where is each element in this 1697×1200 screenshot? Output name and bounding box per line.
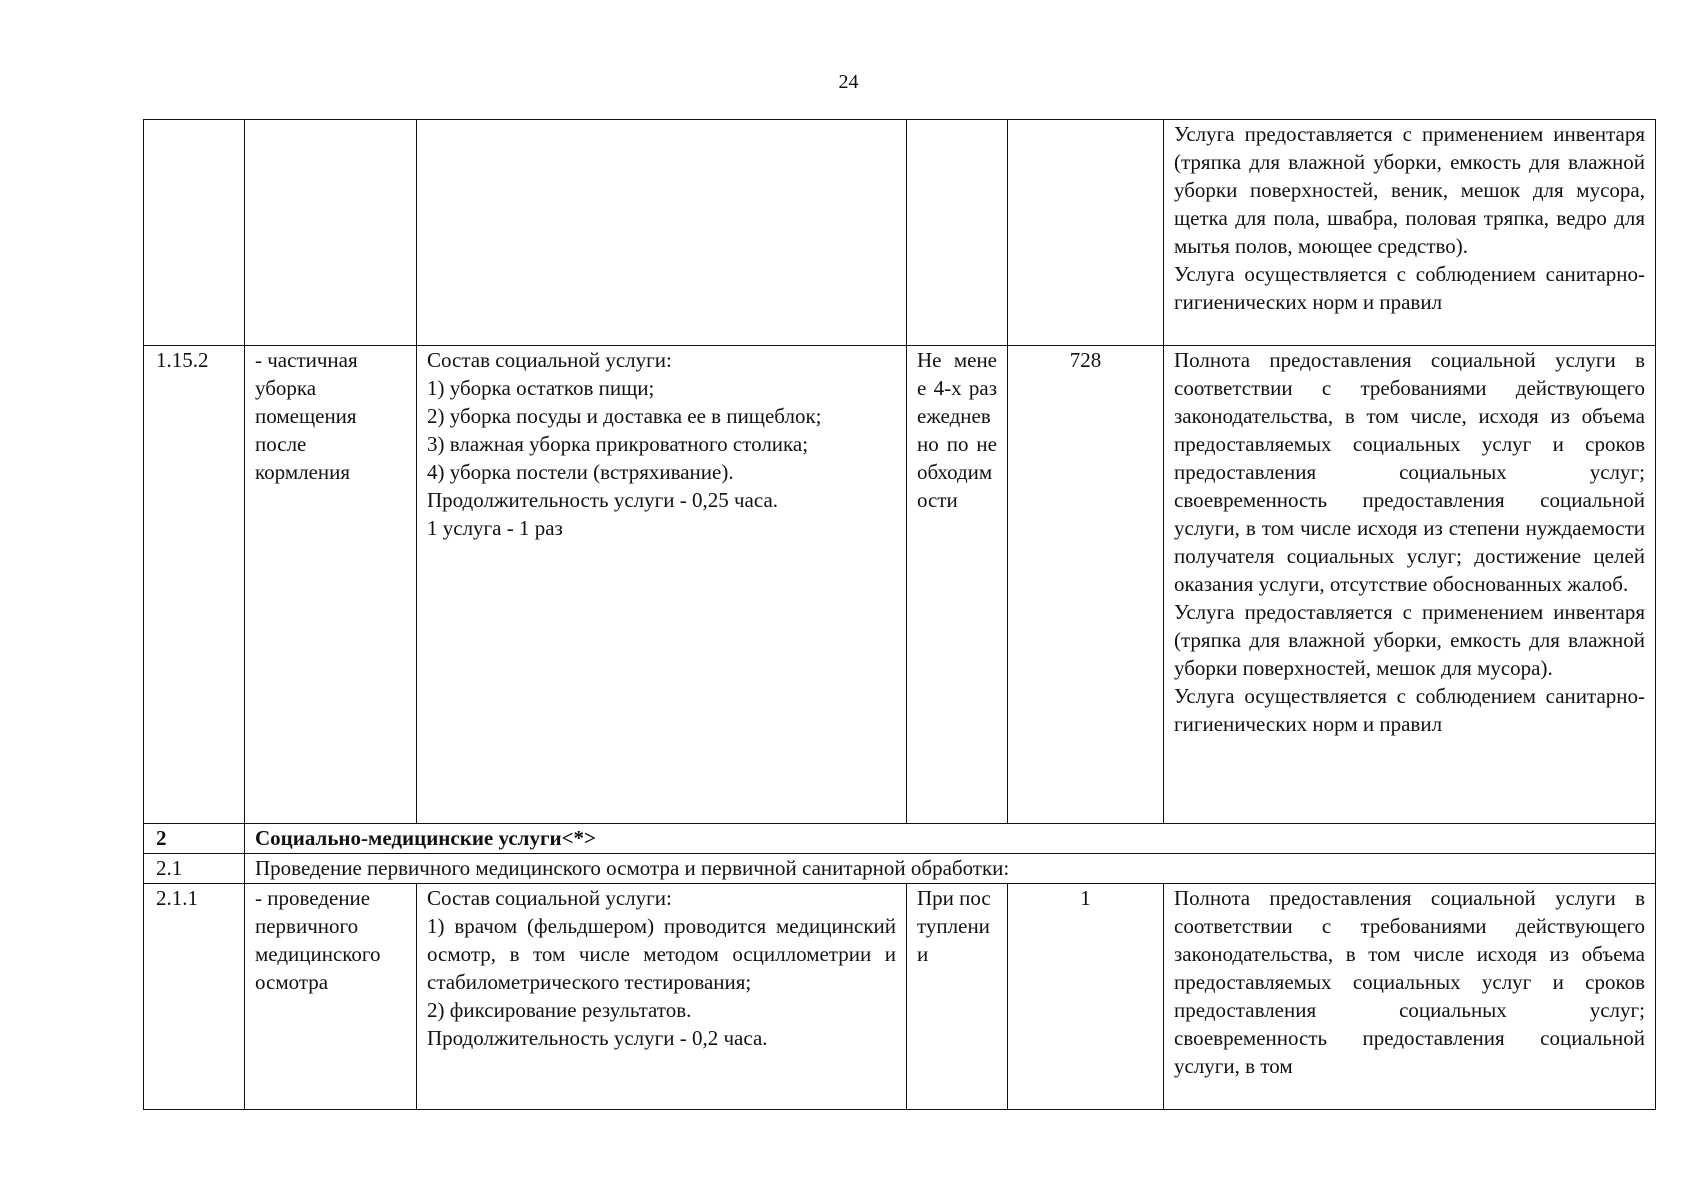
services-table xyxy=(143,119,1656,1110)
composition-line: Состав социальной услуги: xyxy=(427,348,672,372)
row-number-cell: 1.15.2 xyxy=(144,346,245,824)
page-number: 24 xyxy=(838,71,859,93)
criteria-paragraph: Услуга осуществляется с соблюдением санитарно-гигиенических норм и правил xyxy=(1174,262,1645,314)
section-title: Социально-медицинские услуги<*> xyxy=(245,824,1656,854)
composition-line: 1 услуга - 1 раз xyxy=(427,516,563,540)
criteria-cell xyxy=(1164,346,1656,824)
section-number: 2 xyxy=(144,824,245,854)
composition-line: 1) уборка остатков пищи; xyxy=(427,376,655,400)
composition-line: 2) уборка посуды и доставка ее в пищеблок; xyxy=(427,404,822,428)
composition-line: Продолжительность услуги - 0,25 часа. xyxy=(427,488,779,512)
quantity-cell xyxy=(1008,120,1164,346)
service-composition-cell xyxy=(417,120,907,346)
service-name-cell: - частичная уборка помещения после кормления xyxy=(245,346,417,824)
service-composition-cell xyxy=(417,884,907,1110)
criteria-paragraph: Полнота предоставления социальной услуги в соответствии с требованиями действующего законодательства, в том числе, исходя из объема предоставляемых социальных услуг и сроков предоставления социальных услуг; своевременность предоставления социальной услуги, в том числе исходя из степени нуждаемости получателя социальных услуг; достижение целей оказания услуги, отсутствие обоснованных жалоб. xyxy=(1174,348,1645,596)
row-number-cell: 2.1.1 xyxy=(144,884,245,1110)
composition-line: Состав социальной услуги: xyxy=(427,886,672,910)
criteria-cell xyxy=(1164,120,1656,346)
quantity-cell: 728 xyxy=(1008,346,1164,824)
table-row xyxy=(144,120,1656,346)
section-row xyxy=(144,824,1656,854)
criteria-paragraph: Услуга предоставляется с применением инвентаря (тряпка для влажной уборки, емкость для влажной уборки поверхностей, мешок для мусора). xyxy=(1174,600,1645,680)
composition-line: 1) врачом (фельдшером) проводится медицинский осмотр, в том числе методом осциллометрии и стабилометрического тестирования; xyxy=(427,914,896,994)
composition-line: 3) влажная уборка прикроватного столика; xyxy=(427,432,809,456)
subsection-number: 2.1 xyxy=(144,854,245,884)
composition-line: Продолжительность услуги - 0,2 часа. xyxy=(427,1026,768,1050)
service-name-cell: - проведение первичного медицинского осмотра xyxy=(245,884,417,1110)
composition-line: 2) фиксирование результатов. xyxy=(427,998,692,1022)
quantity-cell: 1 xyxy=(1008,884,1164,1110)
subsection-row xyxy=(144,854,1656,884)
criteria-paragraph: Услуга предоставляется с применением инвентаря (тряпка для влажной уборки, емкость для влажной уборки поверхностей, веник, мешок для мусора, щетка для пола, швабра, половая тряпка, ведро для мытья полов, моющее средство). xyxy=(1174,122,1645,258)
service-composition-cell xyxy=(417,346,907,824)
subsection-title: Проведение первичного медицинского осмотра и первичной санитарной обработки: xyxy=(245,854,1656,884)
frequency-cell: Не менее 4-х раз ежедневно по необходимости xyxy=(907,346,1008,824)
frequency-cell xyxy=(907,120,1008,346)
frequency-cell: При поступлении xyxy=(907,884,1008,1110)
row-number-cell xyxy=(144,120,245,346)
service-name-cell xyxy=(245,120,417,346)
table-row xyxy=(144,884,1656,1110)
composition-line: 4) уборка постели (встряхивание). xyxy=(427,460,734,484)
criteria-cell xyxy=(1164,884,1656,1110)
criteria-paragraph: Полнота предоставления социальной услуги в соответствии с требованиями действующего законодательства, в том числе исходя из объема предоставляемых социальных услуг и сроков предоставления социальных услуг; своевременность предоставления социальной услуги, в том xyxy=(1174,886,1645,1078)
table-row xyxy=(144,346,1656,824)
criteria-paragraph: Услуга осуществляется с соблюдением санитарно-гигиенических норм и правил xyxy=(1174,684,1645,736)
